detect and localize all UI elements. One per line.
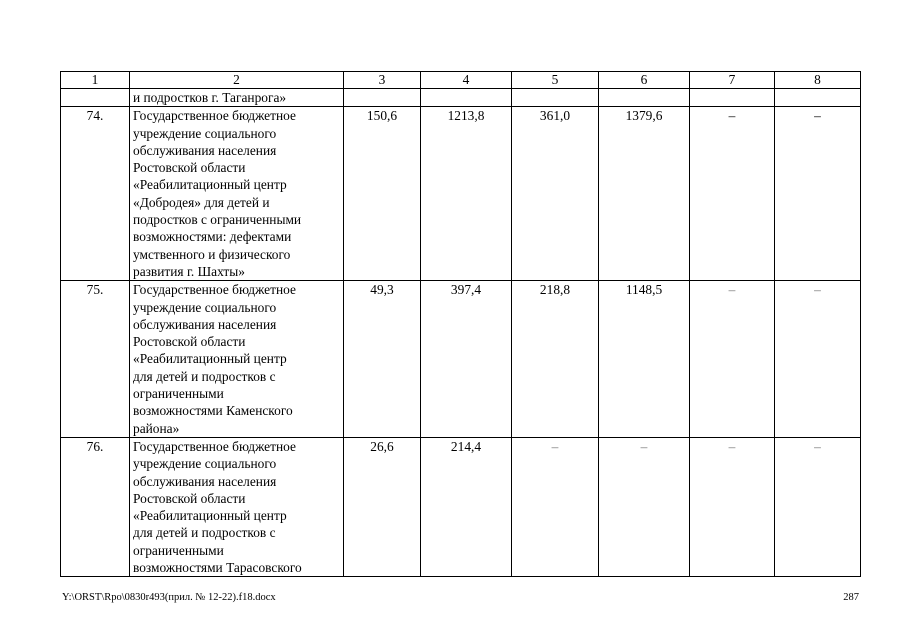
institution-name-line: учреждение социального: [133, 125, 277, 141]
row-number: 75.: [61, 281, 130, 438]
header-cell: 3: [344, 72, 421, 89]
header-cell: 1: [61, 72, 130, 89]
institution-name-line: «Реабилитационный центр: [133, 508, 287, 524]
institution-name-line: Государственное бюджетное: [133, 108, 296, 124]
table-header-row: [61, 72, 861, 89]
institution-name-line: обслуживания населения: [133, 142, 277, 158]
institution-name-line: возможностями Тарасовского: [133, 560, 302, 576]
institution-name-line: ограниченными: [133, 542, 224, 558]
value-cell-c8: –: [775, 107, 861, 281]
value-cell-c7: –: [690, 281, 775, 438]
value-cell-c4: 214,4: [421, 437, 512, 576]
value-cell-c7: –: [690, 437, 775, 576]
footer-file-path: Y:\ORST\Rpo\0830r493(прил. № 12-22).f18.docx: [62, 592, 276, 603]
institution-name-line: для детей и подростков с: [133, 368, 276, 384]
value-cell-c7: –: [690, 107, 775, 281]
value-cell-c3: 49,3: [344, 281, 421, 438]
header-cell: 8: [775, 72, 861, 89]
continuation-name: и подростков г. Таганрога»: [130, 89, 344, 107]
institution-name-line: подростков с ограниченными: [133, 212, 302, 228]
institution-name-line: для детей и подростков с: [133, 525, 276, 541]
institution-name-line: обслуживания населения: [133, 316, 277, 332]
value-cell-c5: –: [512, 437, 599, 576]
institution-name: [130, 281, 344, 438]
institution-name-line: умственного и физического: [133, 246, 291, 262]
header-cell: 7: [690, 72, 775, 89]
institution-name-line: района»: [133, 420, 180, 436]
header-cell: 4: [421, 72, 512, 89]
institution-name-line: учреждение социального: [133, 456, 277, 472]
value-cell-c6: 1379,6: [599, 107, 690, 281]
institution-name-line: Ростовской области: [133, 160, 246, 176]
header-cell: 2: [130, 72, 344, 89]
institution-name-line: «Добродея» для детей и: [133, 194, 270, 210]
institution-name-line: возможностями: дефектами: [133, 229, 292, 245]
value-cell-c6: –: [599, 437, 690, 576]
table-row: [61, 437, 861, 576]
header-cell: 6: [599, 72, 690, 89]
value-cell-c3: 150,6: [344, 107, 421, 281]
value-cell-c8: –: [775, 437, 861, 576]
value-cell-c4: 397,4: [421, 281, 512, 438]
value-cell-c6: 1148,5: [599, 281, 690, 438]
footer-page-number: 287: [843, 592, 859, 603]
institution-name-line: возможностями Каменского: [133, 403, 293, 419]
institution-name-line: «Реабилитационный центр: [133, 177, 287, 193]
value-cell-c8: –: [775, 281, 861, 438]
table-row: [61, 281, 861, 438]
institution-name-line: Ростовской области: [133, 334, 246, 350]
continuation-row: [61, 89, 861, 107]
value-cell-c5: 361,0: [512, 107, 599, 281]
table-row: [61, 107, 861, 281]
institution-name-line: развития г. Шахты»: [133, 263, 245, 279]
institution-name-line: Государственное бюджетное: [133, 438, 296, 454]
data-table: [60, 71, 861, 577]
institution-name-line: учреждение социального: [133, 299, 277, 315]
value-cell-c5: 218,8: [512, 281, 599, 438]
table-body: [61, 107, 861, 577]
institution-name-line: «Реабилитационный центр: [133, 351, 287, 367]
institution-name-line: Государственное бюджетное: [133, 282, 296, 298]
institution-name: [130, 107, 344, 281]
value-cell-c4: 1213,8: [421, 107, 512, 281]
value-cell-c3: 26,6: [344, 437, 421, 576]
row-number: 74.: [61, 107, 130, 281]
institution-name-line: ограниченными: [133, 386, 224, 402]
row-number: 76.: [61, 437, 130, 576]
header-cell: 5: [512, 72, 599, 89]
institution-name: [130, 437, 344, 576]
institution-name-line: Ростовской области: [133, 490, 246, 506]
institution-name-line: обслуживания населения: [133, 473, 277, 489]
